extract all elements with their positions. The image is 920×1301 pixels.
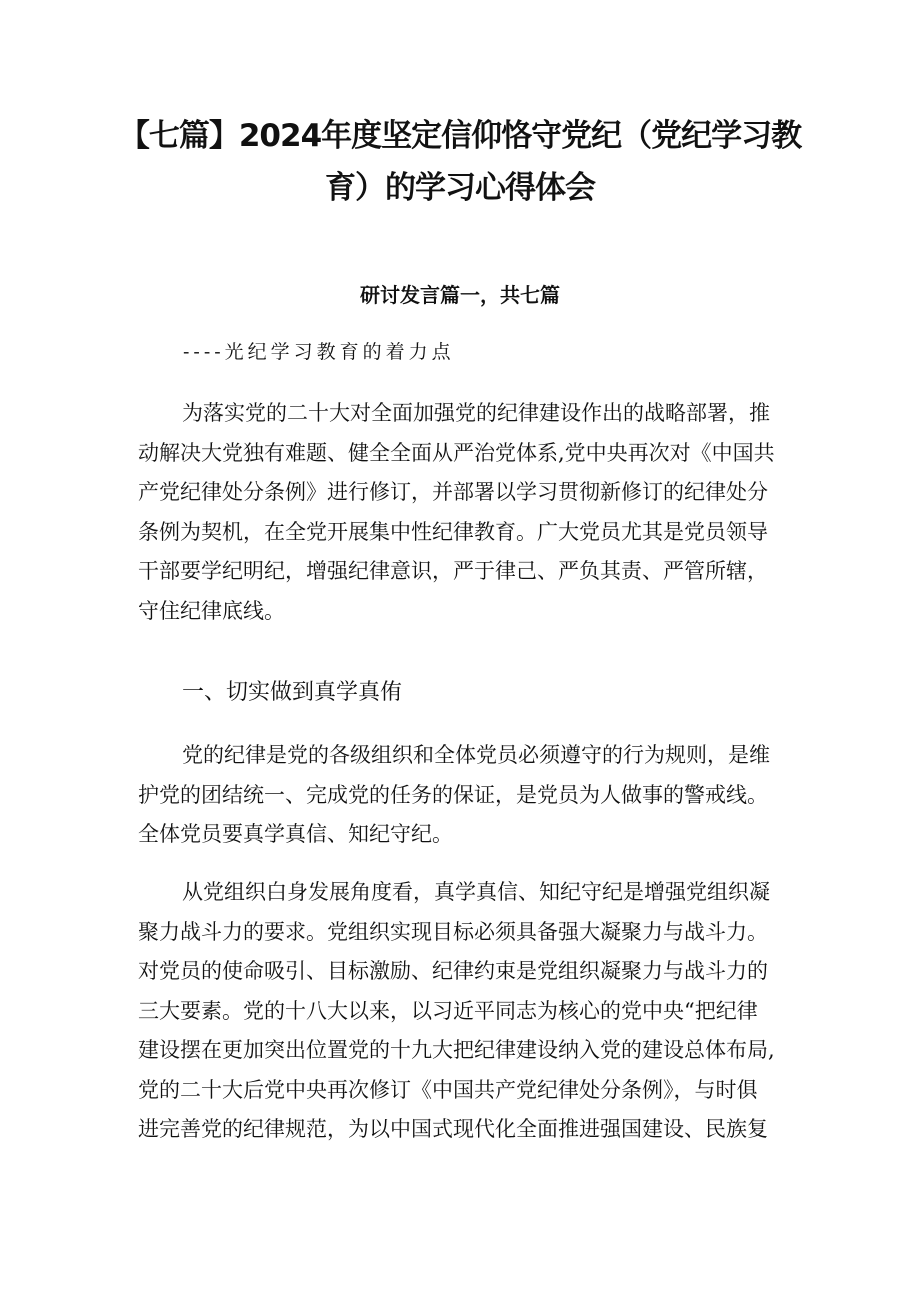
paragraph-3	[138, 873, 798, 1150]
document-title-line-2: 育）的学习心得体会	[325, 170, 595, 206]
paragraph-line: 全体党员要真学真信、知纪守纪。	[138, 822, 453, 846]
paragraph-line: 党的纪律是党的各级组织和全体党员必须遵守的行为规则，是维	[182, 743, 770, 767]
focus-line: ----光纪学习教育的着力点	[183, 341, 455, 363]
document-title-line-1: 【七篇】2024年度坚定信仰恪守党纪（党纪学习教	[118, 118, 802, 154]
paragraph-line: 党的二十大后党中央再次修订《中国共产党纪律处分条例》，与时俱	[138, 1077, 758, 1102]
paragraph-line: 聚力战斗力的要求。党组织实现目标必须具备强大凝聚力与战斗力。	[138, 919, 768, 944]
paragraph-line: 守住纪律底线。	[138, 598, 285, 623]
paragraph-1	[138, 394, 798, 631]
paragraph-line: 对党员的使命吸引、目标激励、纪律约束是党组织凝聚力与战斗力的	[138, 959, 768, 983]
paragraph-line: 三大要素。党的十八大以来，以习近平同志为核心的党中央“把纪律	[138, 998, 758, 1023]
paragraph-line: 从党组织白身发展角度看，真学真信、知纪守纪是增强党组织凝	[182, 880, 770, 904]
paragraph-line: 进完善党的纪律规范，为以中国式现代化全面推进强国建设、民族复	[138, 1117, 768, 1141]
paragraph-2	[138, 736, 798, 855]
paragraph-line: 为落实党的二十大对全面加强党的纪律建设作出的战略部署，推	[182, 401, 770, 425]
paragraph-line: 护党的团结统一、完成党的任务的保证，是党员为人做事的警戒线。	[138, 782, 768, 807]
paragraph-line: 动解决大党独有难题、健全全面从严治党体系,党中央再次对《中国共	[138, 440, 775, 465]
section-heading-1: 一、切实做到真学真侑	[182, 680, 403, 705]
paragraph-line: 干部要学纪明纪，增强纪律意识，严于律己、严负其责、严管所辖，	[138, 559, 768, 583]
paragraph-line: 条例为契机，在全党开展集中性纪律教育。广大党员尤其是党员领导	[138, 519, 768, 544]
paragraph-line: 建设摆在更加突出位置党的十九大把纪律建设纳入党的建设总体布局,	[138, 1038, 775, 1062]
paragraph-line: 产党纪律处分条例》进行修订，并部署以学习贯彻新修订的纪律处分	[138, 480, 768, 504]
document-subtitle: 研讨发言篇一，共七篇	[360, 283, 560, 307]
